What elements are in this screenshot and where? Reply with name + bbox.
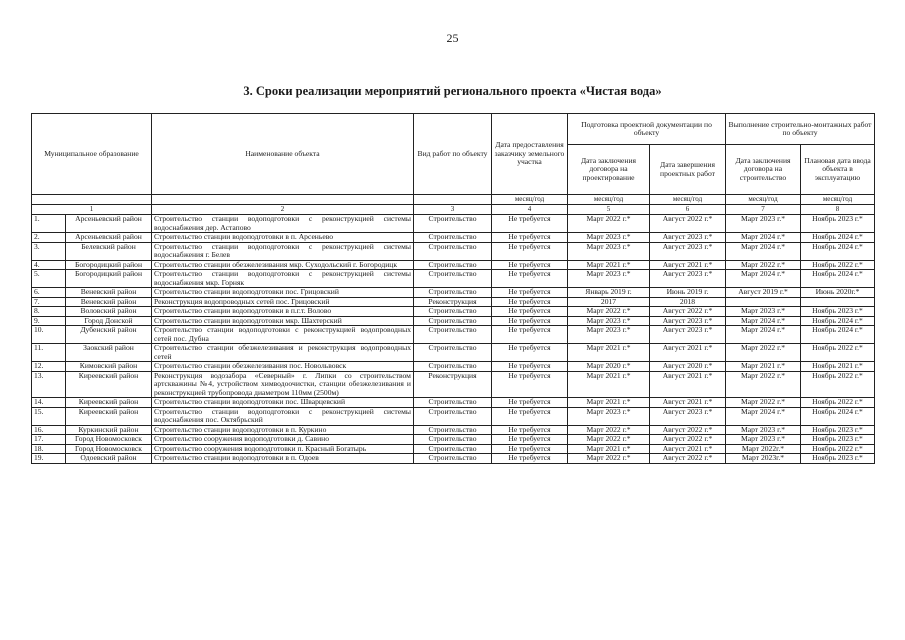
- row-number: 11.: [32, 344, 66, 362]
- municipality-cell: Город Донской: [66, 316, 152, 326]
- work-type-cell: Строительство: [414, 425, 492, 435]
- work-type-cell: Строительство: [414, 270, 492, 288]
- table-header: [32, 114, 875, 215]
- design-contract-cell: Март 2022 г.*: [568, 454, 650, 464]
- design-complete-cell: Август 2023 г.*: [650, 233, 726, 243]
- design-complete-cell: Август 2022 г.*: [650, 454, 726, 464]
- construction-contract-cell: Март 2023 г.*: [726, 435, 801, 445]
- commissioning-cell: Ноябрь 2023 г.*: [801, 435, 875, 445]
- land-date-cell: Не требуется: [492, 407, 568, 425]
- municipality-cell: Одоевский район: [66, 454, 152, 464]
- construction-contract-cell: Март 2022г.*: [726, 444, 801, 454]
- column-number: 3: [414, 205, 492, 215]
- table-row: [32, 398, 875, 408]
- row-number: 12.: [32, 362, 66, 372]
- land-date-cell: Не требуется: [492, 344, 568, 362]
- row-number: 17.: [32, 435, 66, 445]
- construction-contract-cell: Март 2024 г.*: [726, 407, 801, 425]
- header-construction-group: Выполнение строительно-монтажных работ по объекту: [726, 114, 875, 145]
- object-name-cell: Строительство станции водоподготовки в п. Арсеньево: [152, 233, 414, 243]
- work-type-cell: Строительство: [414, 435, 492, 445]
- object-name-cell: Строительство станции водоподготовки в п.г.т. Волово: [152, 307, 414, 317]
- design-contract-cell: Март 2022 г.*: [568, 307, 650, 317]
- design-contract-cell: Март 2023 г.*: [568, 326, 650, 344]
- design-complete-cell: Август 2022 г.*: [650, 215, 726, 233]
- construction-contract-cell: Март 2024 г.*: [726, 242, 801, 260]
- construction-contract-cell: Март 2024 г.*: [726, 316, 801, 326]
- design-complete-cell: Август 2022 г.*: [650, 435, 726, 445]
- municipality-cell: Богородицкий район: [66, 260, 152, 270]
- object-name-cell: Реконструкция водозабора «Северный» г. Липки со строительством артскважины №4, устройством химводоочистки, станции обезжелезивания и реконструкцией трубопровода диаметром 110мм (2500м): [152, 371, 414, 398]
- document-title: 3. Сроки реализации мероприятий регионального проекта «Чистая вода»: [243, 84, 662, 98]
- schedule-table: [31, 113, 875, 464]
- construction-contract-cell: Март 2024 г.*: [726, 326, 801, 344]
- municipality-cell: Кимовский район: [66, 362, 152, 372]
- work-type-cell: Строительство: [414, 326, 492, 344]
- row-number: 7.: [32, 297, 66, 307]
- header-design-complete: Дата завершения проектных работ: [650, 145, 726, 195]
- land-date-cell: Не требуется: [492, 288, 568, 298]
- table-row: [32, 270, 875, 288]
- construction-contract-cell: Март 2022 г.*: [726, 371, 801, 398]
- municipality-cell: Богородицкий район: [66, 270, 152, 288]
- work-type-cell: Строительство: [414, 407, 492, 425]
- table-row: [32, 316, 875, 326]
- object-name-cell: Реконструкция водопроводных сетей пос. Грицовский: [152, 297, 414, 307]
- design-contract-cell: Март 2023 г.*: [568, 270, 650, 288]
- column-number: 1: [32, 205, 152, 215]
- land-date-cell: Не требуется: [492, 233, 568, 243]
- construction-contract-cell: Март 2024 г.*: [726, 270, 801, 288]
- municipality-cell: Киреевский район: [66, 407, 152, 425]
- object-name-cell: Строительство станции водоподготовки с реконструкцией системы водоснабжения г. Белев: [152, 242, 414, 260]
- table-row: [32, 242, 875, 260]
- design-contract-cell: Март 2021 г.*: [568, 444, 650, 454]
- construction-contract-cell: Март 2023г.*: [726, 454, 801, 464]
- unit-cell-empty: [152, 195, 414, 205]
- construction-contract-cell: Март 2023 г.*: [726, 307, 801, 317]
- municipality-cell: Дубенский район: [66, 326, 152, 344]
- work-type-cell: Строительство: [414, 362, 492, 372]
- design-complete-cell: Август 2021 г.*: [650, 371, 726, 398]
- municipality-cell: Арсеньевский район: [66, 215, 152, 233]
- header-municipality: Муниципальное образование: [32, 114, 152, 195]
- header-work-type: Вид работ по объекту: [414, 114, 492, 195]
- column-number: 2: [152, 205, 414, 215]
- object-name-cell: Строительство станции водоподготовки пос. Грицовский: [152, 288, 414, 298]
- object-name-cell: Строительство станции водоподготовки с реконструкцией системы водоснабжения дер. Астапово: [152, 215, 414, 233]
- table-row: [32, 307, 875, 317]
- header-land-date: Дата предоставления заказчику земельного участка: [492, 114, 568, 195]
- object-name-cell: Строительство станции водоподготовки мкр. Шахтерский: [152, 316, 414, 326]
- work-type-cell: Реконструкция: [414, 371, 492, 398]
- design-contract-cell: Март 2021 г.*: [568, 398, 650, 408]
- municipality-cell: Белевский район: [66, 242, 152, 260]
- unit-cell-empty: [414, 195, 492, 205]
- table-row: [32, 326, 875, 344]
- design-complete-cell: Август 2022 г.*: [650, 307, 726, 317]
- construction-contract-cell: Март 2021 г.*: [726, 362, 801, 372]
- header-construction-contract: Дата заключения договора на строительство: [726, 145, 801, 195]
- header-design-contract: Дата заключения договора на проектирование: [568, 145, 650, 195]
- construction-contract-cell: Март 2023 г.*: [726, 215, 801, 233]
- row-number: 19.: [32, 454, 66, 464]
- design-contract-cell: Март 2023 г.*: [568, 407, 650, 425]
- design-contract-cell: Март 2020 г.*: [568, 362, 650, 372]
- row-number: 5.: [32, 270, 66, 288]
- land-date-cell: Не требуется: [492, 215, 568, 233]
- municipality-cell: Воловский район: [66, 307, 152, 317]
- commissioning-cell: Ноябрь 2024 г.*: [801, 326, 875, 344]
- row-number: 18.: [32, 444, 66, 454]
- land-date-cell: Не требуется: [492, 242, 568, 260]
- table-row: [32, 344, 875, 362]
- design-complete-cell: Август 2023 г.*: [650, 242, 726, 260]
- municipality-cell: Заокский район: [66, 344, 152, 362]
- column-number: 4: [492, 205, 568, 215]
- construction-contract-cell: Март 2022 г.*: [726, 398, 801, 408]
- header-object-name: Наименование объекта: [152, 114, 414, 195]
- design-contract-cell: Март 2022 г.*: [568, 215, 650, 233]
- commissioning-cell: Ноябрь 2022 г.*: [801, 371, 875, 398]
- work-type-cell: Строительство: [414, 344, 492, 362]
- unit-cell: месяц/год: [650, 195, 726, 205]
- work-type-cell: Строительство: [414, 316, 492, 326]
- municipality-cell: Киреевский район: [66, 398, 152, 408]
- design-complete-cell: Август 2022 г.*: [650, 425, 726, 435]
- land-date-cell: Не требуется: [492, 371, 568, 398]
- page-number: 25: [446, 31, 459, 45]
- construction-contract-cell: Март 2022 г.*: [726, 344, 801, 362]
- design-complete-cell: Август 2023 г.*: [650, 407, 726, 425]
- municipality-cell: Город Новомосковск: [66, 444, 152, 454]
- design-complete-cell: Июнь 2019 г.: [650, 288, 726, 298]
- design-complete-cell: Август 2023 г.*: [650, 270, 726, 288]
- object-name-cell: Строительство станции водоподготовки с реконструкцией системы водоснабжения мкр. Горняк: [152, 270, 414, 288]
- row-number: 13.: [32, 371, 66, 398]
- design-contract-cell: Март 2023 г.*: [568, 233, 650, 243]
- land-date-cell: Не требуется: [492, 444, 568, 454]
- column-number: 8: [801, 205, 875, 215]
- table-row: [32, 454, 875, 464]
- municipality-cell: Арсеньевский район: [66, 233, 152, 243]
- commissioning-cell: Ноябрь 2024 г.*: [801, 316, 875, 326]
- table-row: [32, 425, 875, 435]
- work-type-cell: Строительство: [414, 398, 492, 408]
- table-row: [32, 288, 875, 298]
- commissioning-cell: Ноябрь 2024 г.*: [801, 233, 875, 243]
- commissioning-cell: Ноябрь 2023 г.*: [801, 215, 875, 233]
- commissioning-cell: Ноябрь 2022 г.*: [801, 398, 875, 408]
- unit-cell: месяц/год: [492, 195, 568, 205]
- table-body: [32, 215, 875, 464]
- object-name-cell: Строительство станции обезжелезивания пос. Новольвовск: [152, 362, 414, 372]
- object-name-cell: Строительство станции водоподготовки пос. Шварцевский: [152, 398, 414, 408]
- land-date-cell: Не требуется: [492, 398, 568, 408]
- unit-cell: месяц/год: [568, 195, 650, 205]
- design-complete-cell: Август 2021 г.*: [650, 398, 726, 408]
- table-row: [32, 233, 875, 243]
- work-type-cell: Строительство: [414, 233, 492, 243]
- municipality-cell: Веневский район: [66, 288, 152, 298]
- design-complete-cell: Август 2020 г.*: [650, 362, 726, 372]
- construction-contract-cell: Март 2022 г.*: [726, 260, 801, 270]
- row-number: 6.: [32, 288, 66, 298]
- table-row: [32, 371, 875, 398]
- design-complete-cell: Август 2021 г.*: [650, 444, 726, 454]
- row-number: 2.: [32, 233, 66, 243]
- construction-contract-cell: [726, 297, 801, 307]
- municipality-cell: Город Новомосковск: [66, 435, 152, 445]
- row-number: 10.: [32, 326, 66, 344]
- land-date-cell: Не требуется: [492, 307, 568, 317]
- work-type-cell: Реконструкция: [414, 297, 492, 307]
- row-number: 15.: [32, 407, 66, 425]
- object-name-cell: Строительство сооружения водоподготовки п. Красный Богатырь: [152, 444, 414, 454]
- design-contract-cell: 2017: [568, 297, 650, 307]
- design-contract-cell: Март 2021 г.*: [568, 344, 650, 362]
- commissioning-cell: Ноябрь 2022 г.*: [801, 260, 875, 270]
- unit-cell: месяц/год: [726, 195, 801, 205]
- object-name-cell: Строительство станции водоподготовки в п. Куркино: [152, 425, 414, 435]
- design-contract-cell: Январь 2019 г.: [568, 288, 650, 298]
- table-row: [32, 407, 875, 425]
- row-number: 1.: [32, 215, 66, 233]
- commissioning-cell: [801, 297, 875, 307]
- commissioning-cell: Ноябрь 2024 г.*: [801, 270, 875, 288]
- municipality-cell: Киреевский район: [66, 371, 152, 398]
- unit-cell: месяц/год: [801, 195, 875, 205]
- construction-contract-cell: Март 2023 г.*: [726, 425, 801, 435]
- table-row: [32, 297, 875, 307]
- land-date-cell: Не требуется: [492, 260, 568, 270]
- table-row: [32, 362, 875, 372]
- land-date-cell: Не требуется: [492, 454, 568, 464]
- commissioning-cell: Ноябрь 2023 г.*: [801, 454, 875, 464]
- work-type-cell: Строительство: [414, 260, 492, 270]
- object-name-cell: Строительство станции водоподготовки в п. Одоев: [152, 454, 414, 464]
- commissioning-cell: Ноябрь 2021 г.*: [801, 362, 875, 372]
- work-type-cell: Строительство: [414, 242, 492, 260]
- design-contract-cell: Март 2022 г.*: [568, 425, 650, 435]
- commissioning-cell: Ноябрь 2023 г.*: [801, 307, 875, 317]
- table-row: [32, 435, 875, 445]
- commissioning-cell: Ноябрь 2022 г.*: [801, 444, 875, 454]
- land-date-cell: Не требуется: [492, 316, 568, 326]
- commissioning-cell: Июнь 2020г.*: [801, 288, 875, 298]
- municipality-cell: Веневский район: [66, 297, 152, 307]
- commissioning-cell: Ноябрь 2024 г.*: [801, 407, 875, 425]
- work-type-cell: Строительство: [414, 454, 492, 464]
- land-date-cell: Не требуется: [492, 270, 568, 288]
- table-row: [32, 444, 875, 454]
- object-name-cell: Строительство станции обезжелезивания мкр. Суходольский г. Богородицк: [152, 260, 414, 270]
- design-complete-cell: 2018: [650, 297, 726, 307]
- design-complete-cell: Август 2023 г.*: [650, 326, 726, 344]
- row-number: 9.: [32, 316, 66, 326]
- row-number: 16.: [32, 425, 66, 435]
- header-design-group: Подготовка проектной документации по объекту: [568, 114, 726, 145]
- object-name-cell: Строительство станции обезжелезивания и реконструкция водопроводных сетей: [152, 344, 414, 362]
- land-date-cell: Не требуется: [492, 326, 568, 344]
- unit-cell-empty: [32, 195, 152, 205]
- work-type-cell: Строительство: [414, 307, 492, 317]
- construction-contract-cell: Август 2019 г.*: [726, 288, 801, 298]
- object-name-cell: Строительство сооружения водоподготовки д. Савино: [152, 435, 414, 445]
- commissioning-cell: Ноябрь 2022 г.*: [801, 344, 875, 362]
- row-number: 14.: [32, 398, 66, 408]
- work-type-cell: Строительство: [414, 288, 492, 298]
- column-number: 6: [650, 205, 726, 215]
- header-commissioning: Плановая дата ввода объекта в эксплуатацию: [801, 145, 875, 195]
- column-number: 7: [726, 205, 801, 215]
- row-number: 4.: [32, 260, 66, 270]
- land-date-cell: Не требуется: [492, 425, 568, 435]
- design-contract-cell: Март 2021 г.*: [568, 260, 650, 270]
- land-date-cell: Не требуется: [492, 362, 568, 372]
- design-contract-cell: Март 2023 г.*: [568, 316, 650, 326]
- commissioning-cell: Ноябрь 2024 г.*: [801, 242, 875, 260]
- work-type-cell: Строительство: [414, 215, 492, 233]
- object-name-cell: Строительство станции водоподготовки с реконструкцией системы водоснабжения пос. Октябрьский: [152, 407, 414, 425]
- land-date-cell: Не требуется: [492, 435, 568, 445]
- commissioning-cell: Ноябрь 2023 г.*: [801, 425, 875, 435]
- work-type-cell: Строительство: [414, 444, 492, 454]
- construction-contract-cell: Март 2024 г.*: [726, 233, 801, 243]
- design-contract-cell: Март 2022 г.*: [568, 435, 650, 445]
- design-complete-cell: Август 2021 г.*: [650, 260, 726, 270]
- design-complete-cell: Август 2021 г.*: [650, 344, 726, 362]
- table-row: [32, 215, 875, 233]
- object-name-cell: Строительство станции водоподготовки с реконструкцией водопроводных сетей пос. Дубна: [152, 326, 414, 344]
- row-number: 8.: [32, 307, 66, 317]
- table-row: [32, 260, 875, 270]
- design-contract-cell: Март 2023 г.*: [568, 242, 650, 260]
- land-date-cell: Не требуется: [492, 297, 568, 307]
- design-contract-cell: Март 2021 г.*: [568, 371, 650, 398]
- column-number: 5: [568, 205, 650, 215]
- row-number: 3.: [32, 242, 66, 260]
- design-complete-cell: Август 2023 г.*: [650, 316, 726, 326]
- municipality-cell: Куркинский район: [66, 425, 152, 435]
